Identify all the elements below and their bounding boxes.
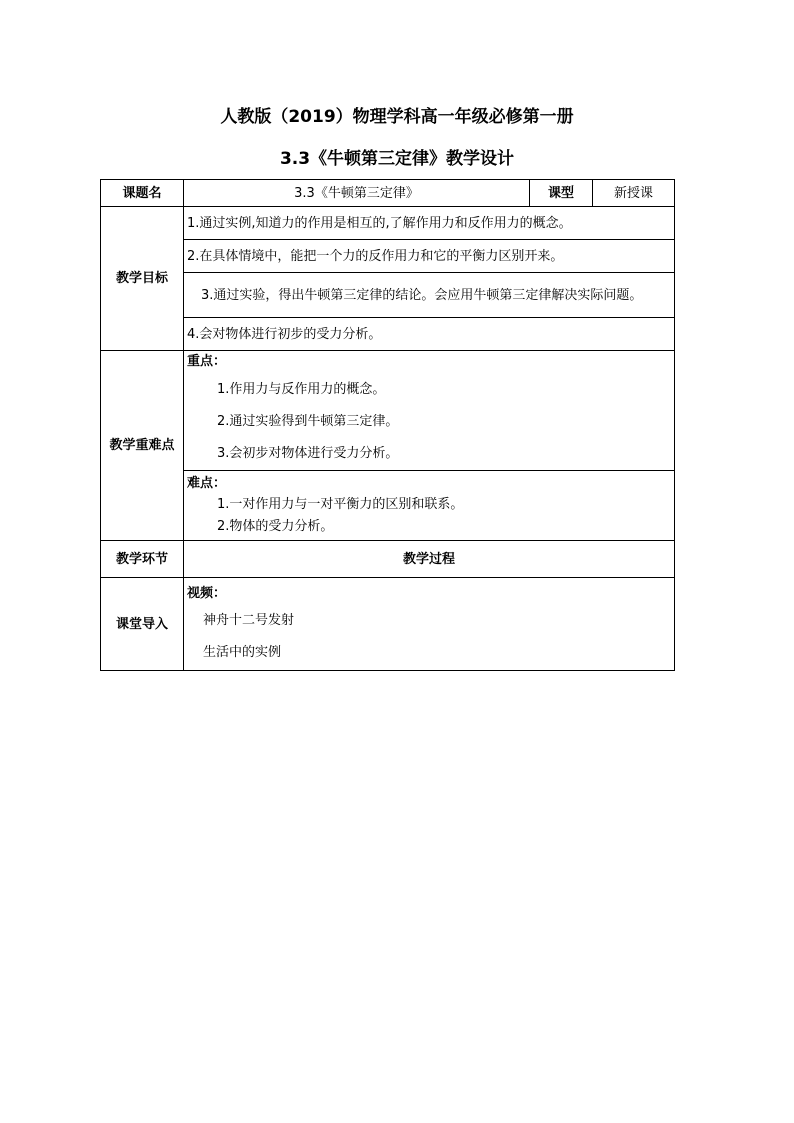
difficult-item: 2.物体的受力分析。 bbox=[217, 518, 334, 534]
difficult-points-cell bbox=[184, 471, 675, 541]
intro-item: 神舟十二号发射 bbox=[203, 613, 295, 628]
document-subtitle: 3.3《牛顿第三定律》教学设计 bbox=[279, 149, 515, 169]
process-header-row bbox=[101, 541, 675, 578]
intro-item: 生活中的实例 bbox=[203, 645, 282, 660]
lesson-type-label: 课型 bbox=[530, 180, 593, 207]
key-item: 3.会初步对物体进行受力分析。 bbox=[217, 445, 399, 461]
key-heading: 重点： bbox=[187, 353, 227, 369]
objectives-label: 教学目标 bbox=[101, 207, 184, 351]
teaching-process-heading: 教学过程 bbox=[184, 541, 675, 578]
objective-row-1 bbox=[101, 207, 675, 240]
difficult-item: 1.一对作用力与一对平衡力的区别和联系。 bbox=[217, 496, 464, 512]
objective-item: 2.在具体情境中，能把一个力的反作用力和它的平衡力区别开来。 bbox=[184, 240, 675, 273]
objective-item: 3.通过实验，得出牛顿第三定律的结论。会应用牛顿第三定律解决实际问题。 bbox=[184, 273, 675, 318]
lesson-plan-table bbox=[100, 179, 675, 671]
document-title: 人教版（2019）物理学科高一年级必修第一册 bbox=[220, 107, 574, 127]
objective-row-3 bbox=[101, 273, 675, 318]
topic-value: 3.3《牛顿第三定律》 bbox=[184, 180, 530, 207]
teaching-step-label: 教学环节 bbox=[101, 541, 184, 578]
difficult-points-row bbox=[101, 471, 675, 541]
topic-label: 课题名 bbox=[101, 180, 184, 207]
objective-item: 4.会对物体进行初步的受力分析。 bbox=[184, 318, 675, 351]
class-intro-label: 课堂导入 bbox=[101, 578, 184, 671]
key-item: 1.作用力与反作用力的概念。 bbox=[217, 381, 386, 397]
key-points-row bbox=[101, 351, 675, 471]
objective-row-2 bbox=[101, 240, 675, 273]
difficult-heading: 难点： bbox=[187, 475, 227, 491]
objective-item: 1.通过实例,知道力的作用是相互的,了解作用力和反作用力的概念。 bbox=[184, 207, 675, 240]
key-item: 2.通过实验得到牛顿第三定律。 bbox=[217, 413, 399, 429]
video-heading: 视频： bbox=[187, 586, 227, 601]
key-points-cell bbox=[184, 351, 675, 471]
key-difficult-label: 教学重难点 bbox=[101, 351, 184, 541]
intro-row bbox=[101, 578, 675, 671]
class-intro-cell bbox=[184, 578, 675, 671]
topic-row bbox=[101, 180, 675, 207]
lesson-type-value: 新授课 bbox=[593, 180, 675, 207]
objective-row-4 bbox=[101, 318, 675, 351]
